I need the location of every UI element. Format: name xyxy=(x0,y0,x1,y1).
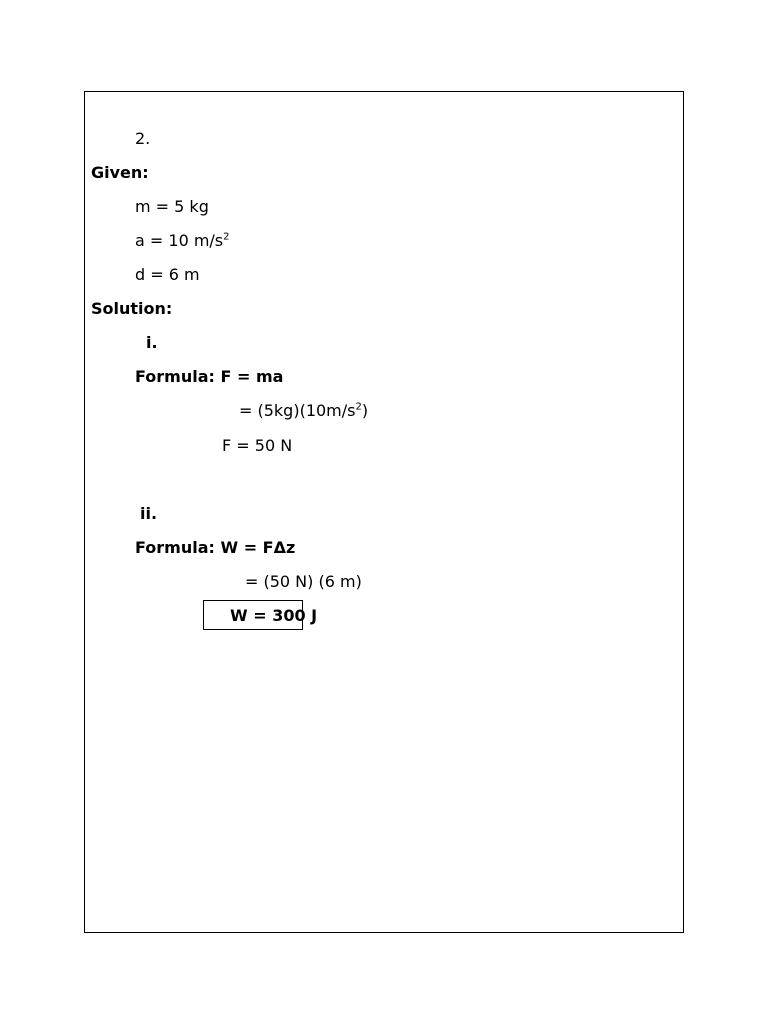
part-ii-formula-prefix: Formula: xyxy=(135,538,221,557)
part-i-substitution-base: = (5kg)(10m/s xyxy=(239,401,356,420)
given-acceleration xyxy=(135,231,230,251)
page-frame xyxy=(84,91,684,933)
solution-heading: Solution: xyxy=(91,299,173,318)
part-i-formula-prefix: Formula: xyxy=(135,367,221,386)
part-i-substitution xyxy=(239,401,368,421)
part-i-substitution-close: ) xyxy=(361,401,369,420)
part-ii-result: W = 300 J xyxy=(230,606,318,625)
part-ii-label: ii. xyxy=(140,504,158,523)
part-i-substitution-exponent: 2 xyxy=(355,401,362,413)
part-i-formula: F = ma xyxy=(220,367,284,386)
given-acceleration-base: a = 10 m/s xyxy=(135,231,224,250)
given-distance: d = 6 m xyxy=(135,265,200,284)
part-i-label: i. xyxy=(146,333,158,352)
problem-number: 2. xyxy=(135,129,151,148)
given-mass: m = 5 kg xyxy=(135,197,209,216)
part-ii-formula-line xyxy=(135,538,295,558)
given-acceleration-exponent: 2 xyxy=(223,231,230,243)
part-i-result: F = 50 N xyxy=(222,436,293,455)
given-heading: Given: xyxy=(91,163,149,182)
part-i-formula-line xyxy=(135,367,283,387)
part-ii-substitution: = (50 N) (6 m) xyxy=(245,572,362,591)
part-ii-formula: W = FΔz xyxy=(220,538,296,557)
